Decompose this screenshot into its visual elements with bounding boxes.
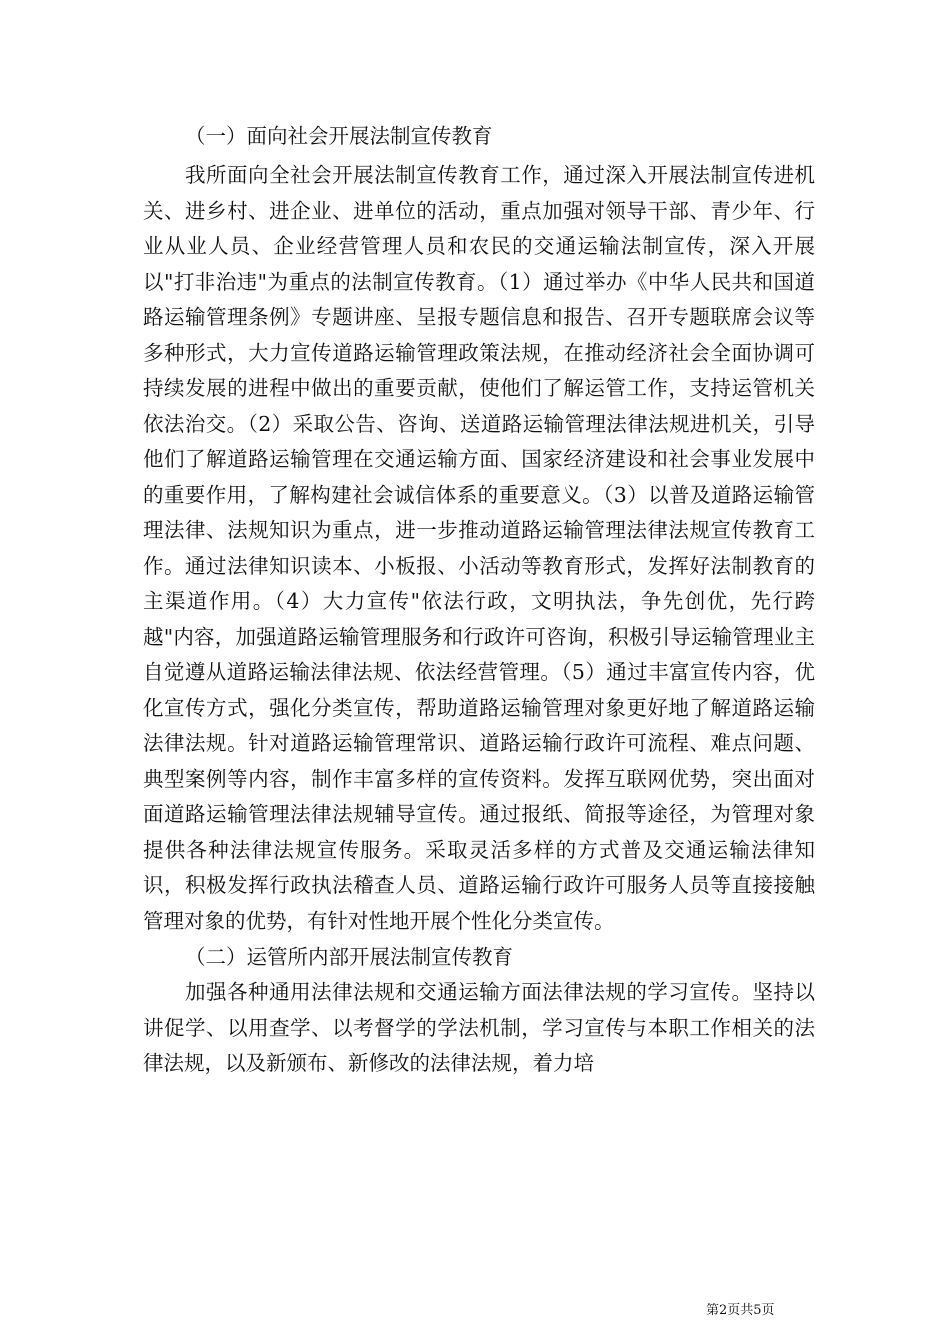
page-number: 第2页共5页 <box>706 1303 775 1318</box>
section-heading-2: （二）运管所内部开展法制宣传教育 <box>185 945 513 969</box>
document-body <box>143 118 815 1082</box>
section-paragraph-1: 我所面向全社会开展法制宣传教育工作，通过深入开展法制宣传进机关、进乡村、进企业、进单位的活动，重点加强对领导干部、青少年、行业从业人员、企业经营管理人员和农民的交通运输法制宣传，深入开展以"打非治违"为重点的法制宣传教育。（1）通过举办《中华人民共和国道路运输管理条例》专题讲座、呈报专题信息和报告、召开专题联席会议等多种形式，大力宣传道路运输管理政策法规，在推动经济社会全面协调可持续发展的进程中做出的重要贡献，使他们了解运管工作，支持运管机关依法治交。（2）采取公告、咨询、送道路运输管理法律法规进机关，引导他们了解道路运输管理在交通运输方面、国家经济建设和社会事业发展中的重要作用，了解构建社会诚信体系的重要意义。（3）以普及道路运输管理法律、法规知识为重点，进一步推动道路运输管理法律法规宣传教育工作。通过法律知识读本、小板报、小活动等教育形式，发挥好法制教育的主渠道作用。（4）大力宣传"依法行政，文明执法，争先创优，先行跨越"内容，加强道路运输管理服务和行政许可咨询，积极引导运输管理业主自觉遵从道路运输法律法规、依法经营管理。（5）通过丰富宣传内容，优化宣传方式，强化分类宣传，帮助道路运输管理对象更好地了解道路运输法律法规。针对道路运输管理常识、道路运输行政许可流程、难点问题、典型案例等内容，制作丰富多样的宣传资料。发挥互联网优势，突出面对面道路运输管理法律法规辅导宣传。通过报纸、简报等途径，为管理对象提供各种法律法规宣传服务。采取灵活多样的方式普及交通运输法律知识，积极发挥行政执法稽查人员、道路运输行政许可服务人员等直接接触管理对象的优势，有针对性地开展个性化分类宣传。 <box>143 163 815 933</box>
section-heading-1: （一）面向社会开展法制宣传教育 <box>185 124 493 148</box>
section-paragraph-2: 加强各种通用法律法规和交通运输方面法律法规的学习宣传。坚持以讲促学、以用查学、以考督学的学法机制，学习宣传与本职工作相关的法律法规，以及新颁布、新修改的法律法规，着力培 <box>143 980 815 1075</box>
